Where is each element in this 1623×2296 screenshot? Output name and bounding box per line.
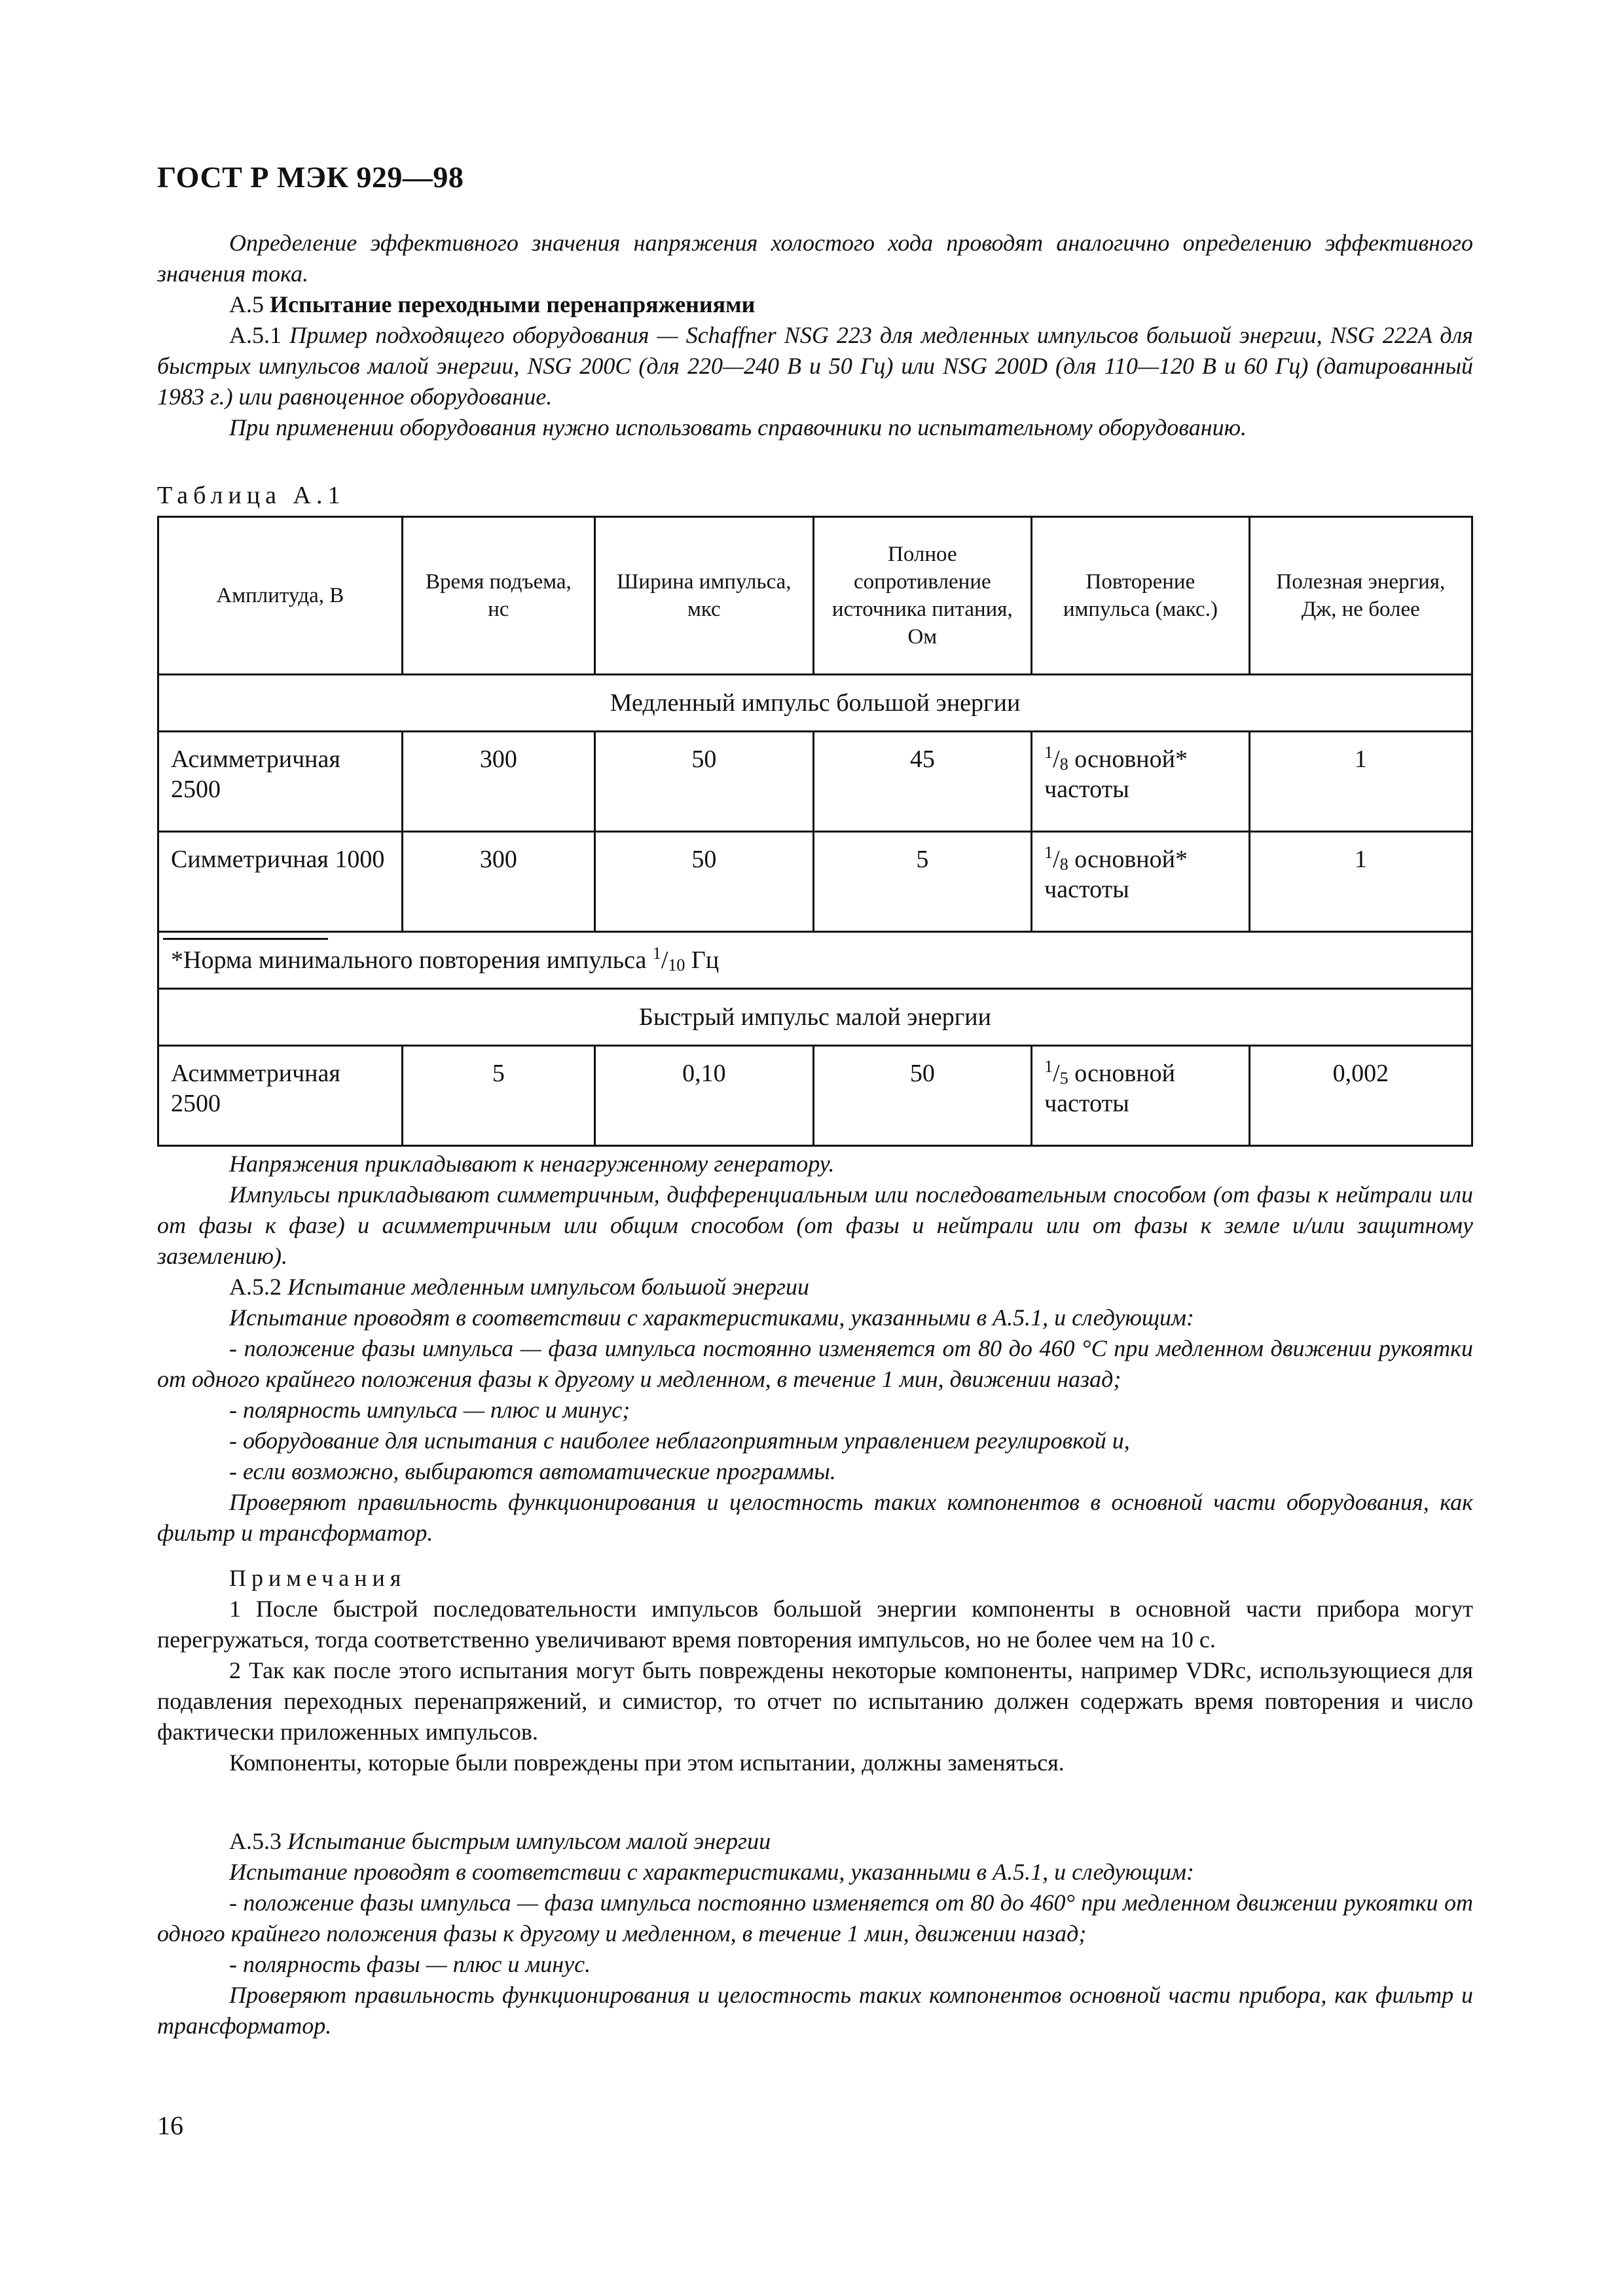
amplitude-cell: Асимметричная 2500 [158,1046,403,1146]
repetition-cell: $^1/_8$ основной* частоты [1032,832,1250,932]
energy-cell: 1 [1249,732,1472,832]
table-row [158,1046,1472,1146]
amplitude-cell: Асимметричная 2500 [158,732,403,832]
table-footnote-row [158,932,1472,989]
amplitude-cell: Симметричная 1000 [158,832,403,932]
rise-time-cell: 300 [402,832,594,932]
impedance-cell: 45 [813,732,1032,832]
section-a52-heading [157,1272,1473,1302]
rise-time-cell: 300 [402,732,594,832]
section-title: Испытание быстрым импульсом малой энергии [287,1828,771,1854]
impulse-table [157,516,1473,1147]
note-item: 2 Так как после этого испытания могут быть повреждены некоторые компоненты, например VDRc, использующиеся для подавления переходных перенапряжений, и симистор, то отчет по испытанию должен содержать время повторения и число фактически приложенных импульсов. [157,1657,1473,1745]
list-item: - положение фазы импульса — фаза импульса постоянно изменяется от 80 до 460° при медленном движении рукоятки от одного крайнего положения фазы к другому и медленном, в течение 1 мин, движении назад; [157,1890,1473,1946]
fraction-denominator: 5 [1059,1069,1068,1088]
section-number: А.5.3 [229,1828,282,1854]
pulse-width-cell: 50 [595,732,813,832]
impedance-cell: 5 [813,832,1032,932]
section-label: Быстрый импульс малой энергии [158,989,1472,1046]
section-number: А.5.2 [229,1274,282,1300]
fraction-numerator: 1 [652,944,661,963]
paragraph: Проверяют правильность функционирования и целостность таких компонентов основной части прибора, как фильтр и трансформатор. [157,1982,1473,2039]
repetition-cell: $^1/_8$ основной* частоты [1032,732,1250,832]
header-cell: Время подъема, нс [402,517,594,675]
section-a53 [157,1826,1473,2041]
energy-cell: 1 [1249,832,1472,932]
fraction-denominator: 8 [1059,855,1068,874]
page-number: 16 [157,2111,183,2140]
after-table-section [157,1149,1473,1549]
document-header: ГОСТ Р МЭК 929—98 [157,160,464,194]
table-row [158,832,1472,932]
paragraph: Напряжения прикладывают к ненагруженному генератору. [229,1151,835,1177]
section-a5-heading [157,289,1473,320]
fraction-numerator: 1 [1044,1057,1053,1076]
section-number: А.5 [229,291,264,317]
table-row [158,732,1472,832]
impedance-cell: 50 [813,1046,1032,1146]
note-item: Компоненты, которые были повреждены при этом испытании, должны заменяться. [229,1749,1065,1776]
repetition-text: основной* частоты [1044,846,1188,903]
list-item: - полярность импульса — плюс и минус; [229,1397,630,1423]
list-item: - если возможно, выбираются автоматические программы. [229,1458,836,1484]
paragraph: Испытание проводят в соответствии с характеристиками, указанными в А.5.1, и следующим: [229,1304,1194,1331]
paragraph: Испытание проводят в соответствии с характеристиками, указанными в А.5.1, и следующим: [229,1859,1194,1885]
section-a51-paragraph [157,320,1473,412]
note-item: 1 После быстрой последовательности импульсов большой энергии компоненты в основной части прибора могут перегружаться, тогда соответственно увеличивают время повторения импульсов, но не более чем на 10 с. [157,1596,1473,1653]
intro-paragraph: Определение эффективного значения напряжения холостого хода проводят аналогично определению эффективного значения тока. [157,230,1473,287]
header-cell: Ширина импульса, мкс [595,517,813,675]
list-item: - полярность фазы — плюс и минус. [229,1951,591,1977]
header-cell: Повторение импульса (макс.) [1032,517,1250,675]
repetition-cell: $^1/_5$ основной частоты [1032,1046,1250,1146]
footnote-cell: *Норма минимального повторения импульса $^1/_{10}$ Гц [158,932,1472,989]
notes-section [157,1563,1473,1778]
table-caption: Таблица А.1 [157,482,346,509]
section-title: Испытание переходными перенапряжениями [270,291,756,317]
section-label: Медленный импульс большой энергии [158,675,1472,732]
fraction-numerator: 1 [1044,743,1053,762]
energy-cell: 0,002 [1249,1046,1472,1146]
repetition-text: основной частоты [1044,1060,1175,1117]
footnote-unit: Гц [691,946,720,974]
intro-section [157,228,1473,443]
table-header-row [158,517,1472,675]
section-title: Испытание медленным импульсом большой энергии [287,1274,810,1300]
equipment-paragraph: При применении оборудования нужно использовать справочники по испытательному оборудованию. [229,414,1247,440]
footnote-rule [163,938,328,940]
list-item: - положение фазы импульса — фаза импульса постоянно изменяется от 80 до 460 °С при медленном движении рукоятки от одного крайнего положения фазы к другому и медленном, в течение 1 мин, движении назад; [157,1335,1473,1392]
repetition-text: основной* частоты [1044,745,1188,803]
paragraph: Импульсы прикладывают симметричным, дифференциальным или последовательным способом (от фазы к нейтрали или от фазы к фазе) и асимметричным или общим способом (от фазы и нейтрали или от фазы к земле и/или защитному заземлению). [157,1181,1473,1269]
fraction-denominator: 8 [1059,755,1068,774]
section-number: А.5.1 [229,322,282,348]
table-section-row [158,675,1472,732]
header-cell: Амплитуда, В [158,517,403,675]
notes-title: Примечания [229,1565,407,1591]
list-item: - оборудование для испытания с наиболее неблагоприятным управлением регулировкой и, [229,1427,1130,1454]
pulse-width-cell: 0,10 [595,1046,813,1146]
fraction-denominator: 10 [668,956,685,975]
section-text: Пример подходящего оборудования — Schaffner NSG 223 для медленных импульсов большой энергии, NSG 222A для быстрых импульсов малой энергии, NSG 200C (для 220—240 В и 50 Гц) или NSG 200D (для 110—120 В и 60 Гц) (датированный 1983 г.) или равноценное оборудование. [157,322,1474,410]
header-cell: Полное сопротивление источника питания, Ом [813,517,1032,675]
fraction-numerator: 1 [1044,843,1053,862]
rise-time-cell: 5 [402,1046,594,1146]
header-cell: Полезная энергия, Дж, не более [1249,517,1472,675]
section-a53-heading [157,1826,1473,1857]
paragraph: Проверяют правильность функционирования и целостность таких компонентов в основной части оборудования, как фильтр и трансформатор. [157,1489,1473,1546]
footnote-text: *Норма минимального повторения импульса [171,946,647,974]
table-section-row [158,989,1472,1046]
pulse-width-cell: 50 [595,832,813,932]
